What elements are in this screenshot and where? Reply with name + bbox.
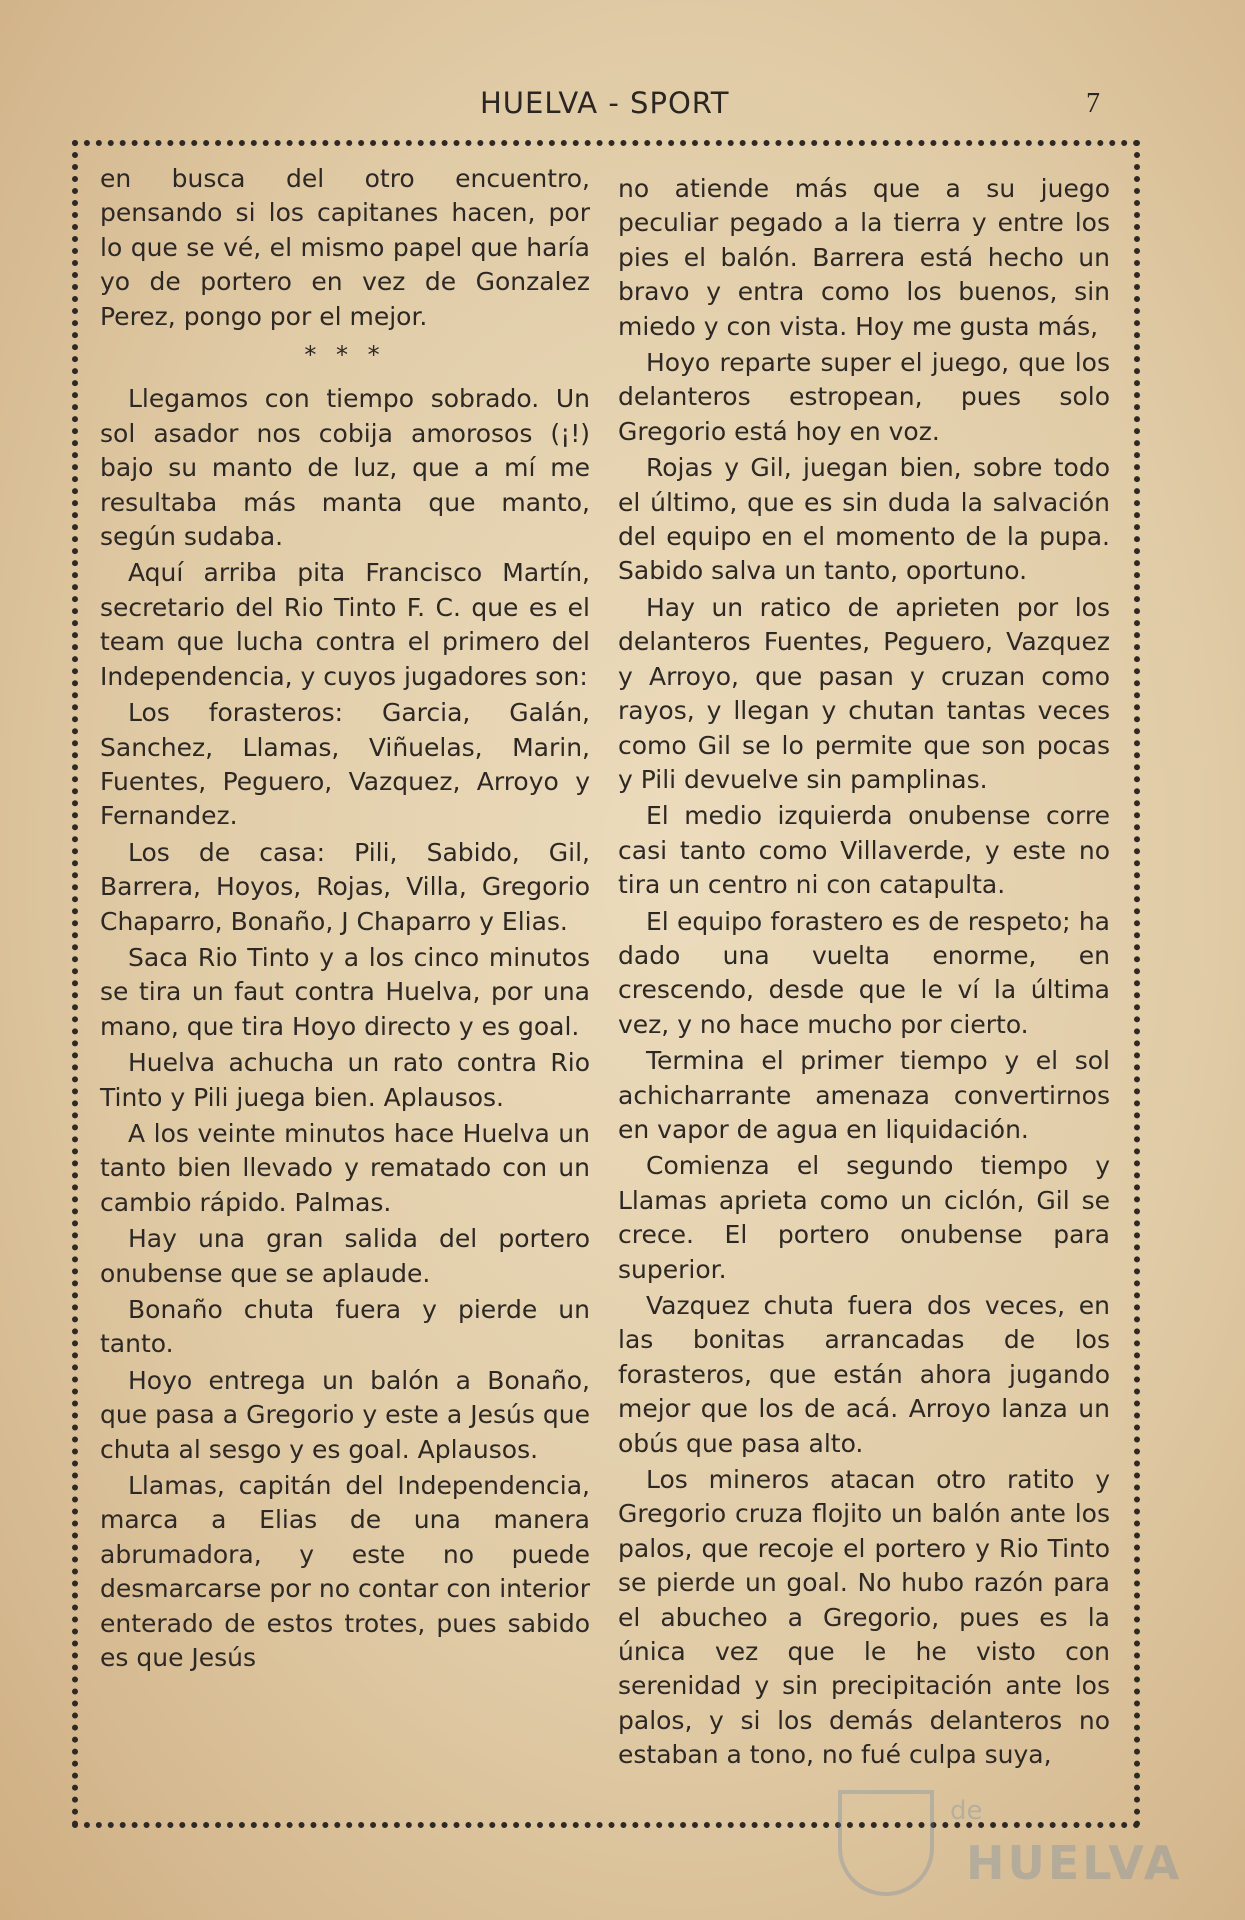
watermark-big-text: HUELVA — [966, 1836, 1183, 1890]
paragraph: Bonaño chuta fuera y pierde un tanto. — [100, 1295, 590, 1359]
paragraph: en busca del otro encuentro, pensando si los capitanes hacen, por lo que se vé, el mismo papel que haría yo de portero en vez de Gonzalez Perez, pongo por el mejor. — [100, 164, 590, 331]
paragraph: Los mineros atacan otro ratito y Gregorio cruza flojito un balón ante los palos, que recoje el portero y Rio Tinto se pierde un goal. No hubo razón para el abucheo a Gregorio, pues es la única vez que le he visto con serenidad y sin precipitación ante los palos, y si los demás delanteros no estaban a tono, no fué culpa suya, — [618, 1465, 1110, 1770]
paragraph: Los de casa: Pili, Sabido, Gil, Barrera, Hoyos, Rojas, Villa, Gregorio Chaparro, Bonaño, J Chaparro y Elias. — [100, 837, 590, 936]
paragraph: Aquí arriba pita Francisco Martín, secretario del Rio Tinto F. C. que es el team que lucha contra el primero del Independencia, y cuyos jugadores son: — [100, 558, 590, 691]
paragraph: Hoyo reparte super el juego, que los delanteros estropean, pues solo Gregorio está hoy en voz. — [618, 348, 1110, 446]
left-column — [100, 162, 590, 1677]
paragraph: A los veinte minutos hace Huelva un tanto bien llevado y rematado con un cambio rápido. Palmas. — [100, 1118, 590, 1217]
paragraph: Hay un ratico de aprieten por los delanteros Fuentes, Peguero, Vazquez y Arroyo, que pasan y cruzan como rayos, y llegan y chutan tantas veces como Gil se lo permite que son pocas y Pili devuelve sin pamplinas. — [618, 592, 1110, 794]
paragraph: Hoyo entrega un balón a Bonaño, que pasa a Gregorio y este a Jesús que chuta al sesgo y es goal. Aplausos. — [100, 1365, 590, 1464]
paragraph: El medio izquierda onubense corre casi tanto como Villaverde, y este no tira un centro ni con catapulta. — [618, 801, 1110, 900]
watermark-small-text: de — [950, 1796, 983, 1826]
paragraph: Comienza el segundo tiempo y Llamas aprieta como un ciclón, Gil se crece. El portero onubense para superior. — [618, 1151, 1110, 1284]
paragraph: Huelva achucha un rato contra Rio Tinto y Pili juega bien. Aplausos. — [100, 1048, 590, 1112]
paragraph: Llegamos con tiempo sobrado. Un sol asador nos cobija amorosos (¡!) bajo su manto de luz, que a mí me resultaba más manta que manto, según sudaba. — [100, 384, 590, 552]
page-header — [0, 86, 1245, 126]
paragraph: Rojas y Gil, juegan bien, sobre todo el último, que es sin duda la salvación del equipo en el momento de la pupa. Sabido salva un tanto, oportuno. — [618, 453, 1110, 586]
page-number: 7 — [1086, 88, 1100, 119]
section-separator: * * * — [304, 341, 386, 370]
paragraph: Vazquez chuta fuera dos veces, en las bonitas arrancadas de los forasteros, que están ahora jugando mejor que los de acá. Arroyo lanza un obús que pasa alto. — [618, 1291, 1110, 1458]
paragraph: El equipo forastero es de respeto; ha dado una vuelta enorme, en crescendo, desde que le ví la última vez, y no hace mucho por cierto. — [618, 906, 1110, 1039]
paragraph: Termina el primer tiempo y el sol achicharrante amenaza convertirnos en vapor de agua en liquidación. — [618, 1046, 1110, 1144]
paragraph: Los forasteros: Garcia, Galán, Sanchez, Llamas, Viñuelas, Marin, Fuentes, Peguero, Vazquez, Arroyo y Fernandez. — [100, 698, 590, 831]
paragraph: Llamas, capitán del Independencia, marca a Elias de una manera abrumadora, y este no puede desmarcarse por no contar con interior enterado de estos trotes, pues sabido es que Jesús — [100, 1471, 590, 1673]
paragraph: no atiende más que a su juego peculiar pegado a la tierra y entre los pies el balón. Barrera está hecho un bravo y entra como los buenos, sin miedo y con vista. Hoy me gusta más, — [618, 174, 1110, 341]
right-column — [618, 172, 1110, 1775]
shield-icon — [838, 1790, 934, 1896]
paragraph: Hay una gran salida del portero onubense que se aplaude. — [100, 1224, 590, 1288]
paragraph: Saca Rio Tinto y a los cinco minutos se tira un faut contra Huelva, por una mano, que tira Hoyo directo y es goal. — [100, 942, 590, 1041]
publication-title: HUELVA - SPORT — [480, 86, 730, 120]
archive-watermark — [838, 1790, 1183, 1900]
